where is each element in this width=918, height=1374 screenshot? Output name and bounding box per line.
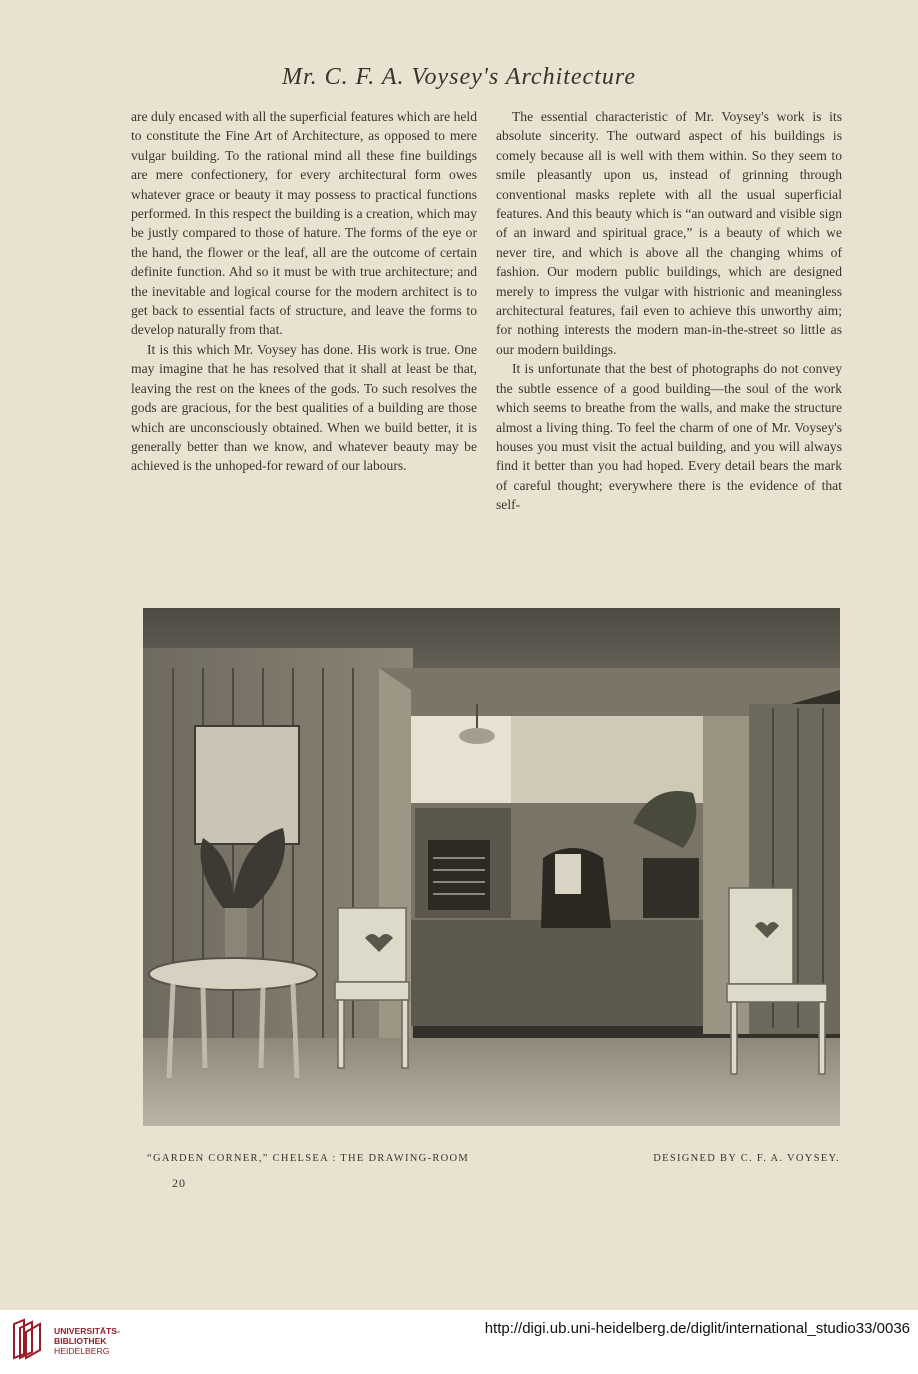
- paragraph: It is unfortunate that the best of photographs do not convey the subtle essence of a good building—the soul of the work which seems to breathe from the walls, and make the structure almost a living thing. To feel the charm of one of Mr. Voysey's houses you must visit the actual building, and you will always find it better than you had hoped. Every detail bears the mark of careful thought; everywhere there is the evidence of that self-: [496, 361, 842, 513]
- source-url-link[interactable]: http://digi.ub.uni-heidelberg.de/diglit/international_studio33/0036: [484, 1320, 910, 1337]
- text-column-right: [496, 107, 842, 515]
- figure-credit: DESIGNED BY C. F. A. VOYSEY.: [653, 1153, 840, 1164]
- library-name: UNIVERSITÄTS- BIBLIOTHEK HEIDELBERG: [54, 1326, 120, 1356]
- cabinet: [643, 858, 699, 918]
- inner-room-window-light: [411, 716, 511, 806]
- hanging-lamp: [459, 728, 495, 744]
- drawing-room-photograph: [143, 608, 840, 1126]
- framed-picture: [195, 726, 299, 844]
- flower-vase: [225, 908, 247, 958]
- running-head: Mr. C. F. A. Voysey's Architecture: [282, 64, 636, 90]
- paragraph: are duly encased with all the superficial features which are held to constitute the Fine Art of Architecture, as opposed to mere vulgar building. To the rational mind all these fine buildings are mere confectionery, for every architectural form owes whatever grace or beauty it may possess to practical functions performed. In this respect the building is a creation, which may be justly compared to those of hature. The forms of the eye or the hand, the flower or the leaf, all are the outcome of certain definite function. Ahd so it must be with true architecture; and the inevitable and logical course for the modern architect is to get back to essential facts of structure, and leave the forms to develop naturally from that.: [131, 109, 477, 338]
- inner-room-floor: [411, 920, 703, 1026]
- text-column-left: [131, 107, 477, 476]
- paragraph: The essential characteristic of Mr. Voysey's work is its absolute sincerity. The outward aspect of his buildings is comely because all is well with them within. So they seem to smile pleasantly upon us, instead of grinning through conventional masks replete with all the usual superficial features. And this beauty which is “an outward and visible sign of an inward and spiritual grace,” is a beauty of which we never tire, and which is above all the changing whims of fashion. Our modern public buildings, which are designed merely to impress the vulgar with histrionic and meaningless architectural features, fail even to achieve this unworthy aim; for nothing interests the modern man-in-the-street so little as our modern buildings.: [496, 109, 842, 357]
- photo-illustration: [143, 608, 840, 1126]
- paragraph: It is this which Mr. Voysey has done. His work is true. One may imagine that he has resolved that it shall at least be that, leaving the rest on the knees of the gods. To such resolves the gods are gracious, for the best qualities of a building are those which are unconsciously obtained. When we build better, it is generally better than we know, and whatever beauty may be achieved is the unhoped-for reward of our labours.: [131, 341, 477, 474]
- chair-antimacassar: [555, 854, 581, 894]
- page-number: 20: [172, 1176, 186, 1190]
- fireplace-opening: [428, 840, 490, 910]
- university-library-logo-icon: [10, 1318, 44, 1360]
- figure-caption: “GARDEN CORNER,” CHELSEA : THE DRAWING-ROOM: [147, 1153, 470, 1164]
